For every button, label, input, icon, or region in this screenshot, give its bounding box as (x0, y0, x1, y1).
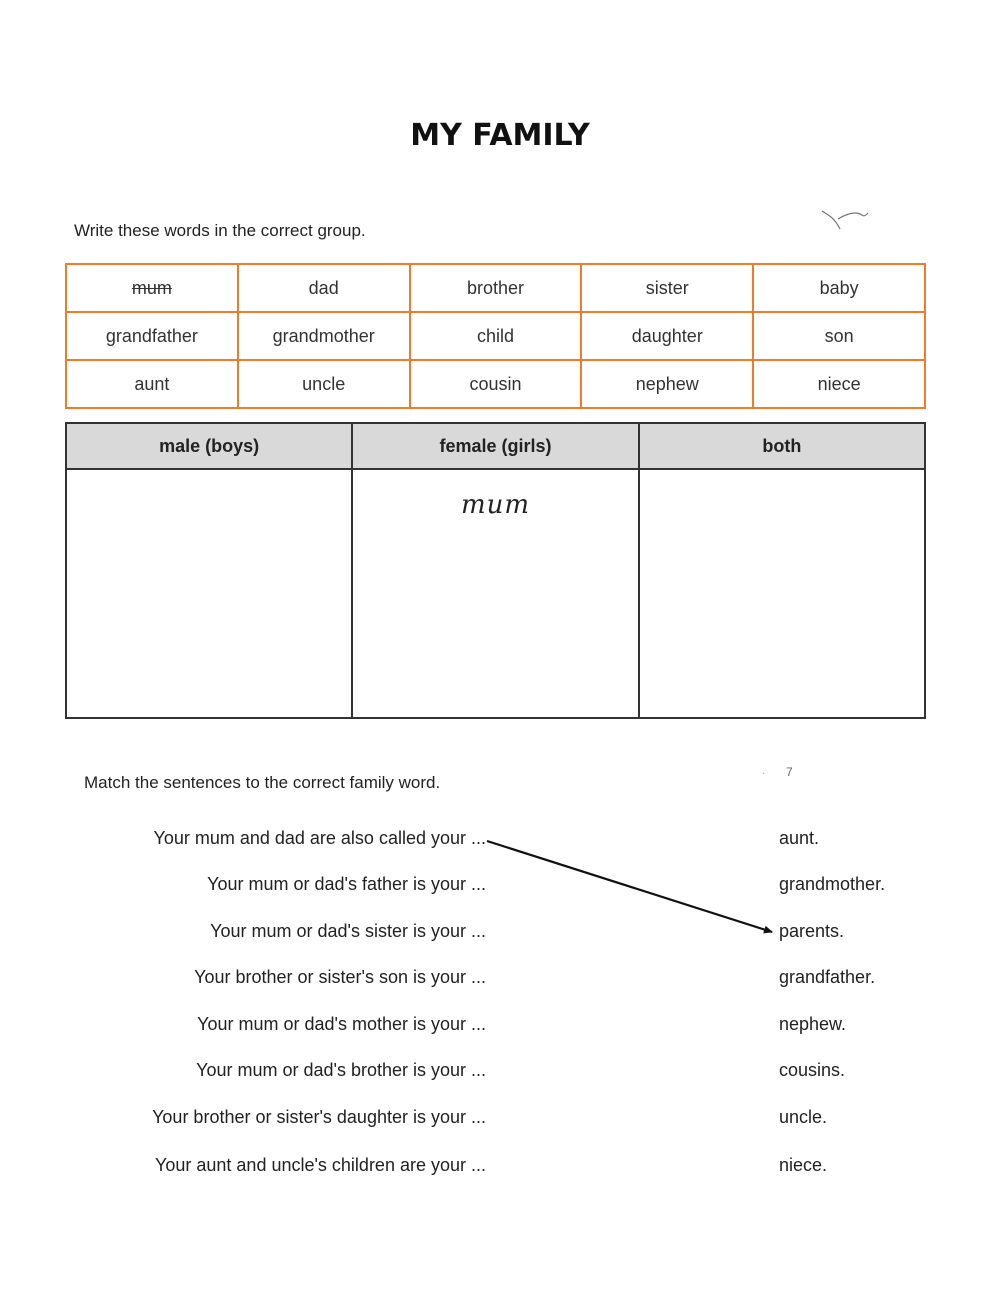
match-answer[interactable]: nephew. (779, 1014, 847, 1034)
match-answer[interactable]: uncle. (779, 1107, 828, 1127)
stray-mark: · (762, 768, 766, 779)
word-bank-cell[interactable]: child (410, 312, 582, 360)
female-entry: mum (460, 490, 531, 520)
word-bank-cell[interactable]: son (753, 312, 925, 360)
word-bank-cell[interactable]: sister (581, 264, 753, 312)
word-bank-cell[interactable]: grandfather (66, 312, 238, 360)
word-bank-cell[interactable]: niece (753, 360, 925, 408)
match-answer[interactable]: grandfather. (779, 967, 876, 987)
match-answer[interactable]: aunt. (779, 828, 820, 848)
match-sentence[interactable]: Your brother or sister's daughter is your ... (152, 1107, 486, 1127)
word-bank-cell[interactable]: nephew (581, 360, 753, 408)
match-sentence[interactable]: Your mum or dad's mother is your ... (197, 1014, 486, 1034)
match-answer[interactable]: grandmother. (779, 874, 886, 894)
match-sentence[interactable]: Your aunt and uncle's children are your ... (155, 1155, 486, 1175)
match-answer[interactable]: parents. (779, 921, 845, 941)
match-sentence[interactable]: Your brother or sister's son is your ... (194, 967, 486, 987)
word-bank-cell[interactable]: aunt (66, 360, 238, 408)
word-bank-cell[interactable]: baby (753, 264, 925, 312)
word-bank-cell[interactable]: uncle (238, 360, 410, 408)
page-title: MY FAMILY (410, 118, 590, 153)
word-bank-cell[interactable]: cousin (410, 360, 582, 408)
match-answer[interactable]: niece. (779, 1155, 828, 1175)
word-bank-cell[interactable]: mum (66, 264, 238, 312)
match-answer[interactable]: cousins. (779, 1060, 846, 1080)
word-bank-cell[interactable]: grandmother (238, 312, 410, 360)
word-bank-cell[interactable]: daughter (581, 312, 753, 360)
header-female: female (girls) (352, 423, 638, 469)
match-sentence[interactable]: Your mum or dad's father is your ... (207, 874, 486, 894)
word-bank-cell[interactable]: dad (238, 264, 410, 312)
word-bank-cell[interactable]: brother (410, 264, 582, 312)
score-mark: 7 (786, 765, 793, 779)
header-both: both (639, 423, 925, 469)
match-sentence[interactable]: Your mum or dad's brother is your ... (196, 1060, 486, 1080)
match-sentence[interactable]: Your mum and dad are also called your ... (153, 828, 486, 848)
instruction-match: Match the sentences to the correct family word. (84, 773, 441, 792)
instruction-sort: Write these words in the correct group. (74, 221, 366, 240)
match-sentence[interactable]: Your mum or dad's sister is your ... (210, 921, 486, 941)
header-male: male (boys) (66, 423, 352, 469)
